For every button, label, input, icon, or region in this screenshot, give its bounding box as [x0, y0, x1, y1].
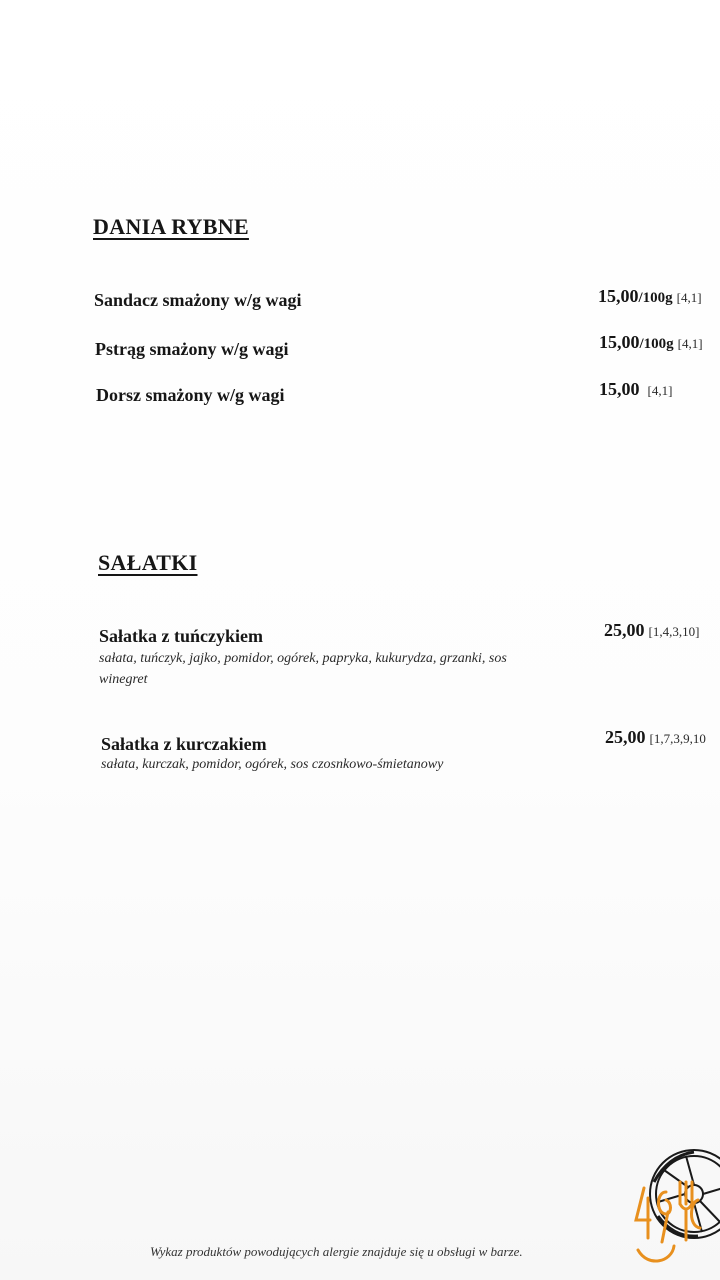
- price-amount: 15,00: [599, 332, 640, 352]
- price-unit: /100g: [638, 290, 673, 306]
- allergen-codes: [4,1]: [647, 383, 673, 398]
- menu-item-price: [598, 286, 702, 307]
- allergen-codes: [4,1]: [677, 336, 703, 351]
- menu-item-name: Pstrąg smażony w/g wagi: [95, 339, 289, 359]
- menu-item-price: [599, 332, 703, 353]
- menu-item-description: sałata, kurczak, pomidor, ogórek, sos czosnkowo-śmietanowy: [101, 757, 444, 772]
- price-amount: 15,00: [599, 379, 640, 399]
- menu-item-price: [604, 620, 699, 641]
- section-title-salads: SAŁATKI: [98, 550, 198, 575]
- wheel-logo-icon: [628, 1142, 720, 1270]
- price-unit: /100g: [639, 336, 674, 352]
- price-amount: 25,00: [604, 620, 645, 640]
- menu-item-name: Dorsz smażony w/g wagi: [96, 385, 285, 405]
- allergen-codes: [4,1]: [676, 290, 702, 305]
- menu-item-description: sałata, tuńczyk, jajko, pomidor, ogórek, papryka, kukurydza, grzanki, sos winegret: [99, 651, 507, 687]
- allergen-codes: [1,4,3,10]: [648, 624, 700, 639]
- allergen-codes: [1,7,3,9,10: [649, 731, 706, 746]
- allergen-footer-note: Wykaz produktów powodujących alergie znajduje się u obsługi w barze.: [150, 1244, 523, 1259]
- menu-item-name: Sandacz smażony w/g wagi: [94, 290, 302, 310]
- price-amount: 25,00: [605, 727, 646, 747]
- price-amount: 15,00: [598, 286, 639, 306]
- section-title-fish: DANIA RYBNE: [93, 214, 249, 239]
- menu-item-price: [599, 379, 672, 400]
- menu-item-price: [605, 727, 706, 748]
- menu-item-name: Sałatka z tuńczykiem: [99, 626, 263, 646]
- menu-item-name: Sałatka z kurczakiem: [101, 734, 267, 754]
